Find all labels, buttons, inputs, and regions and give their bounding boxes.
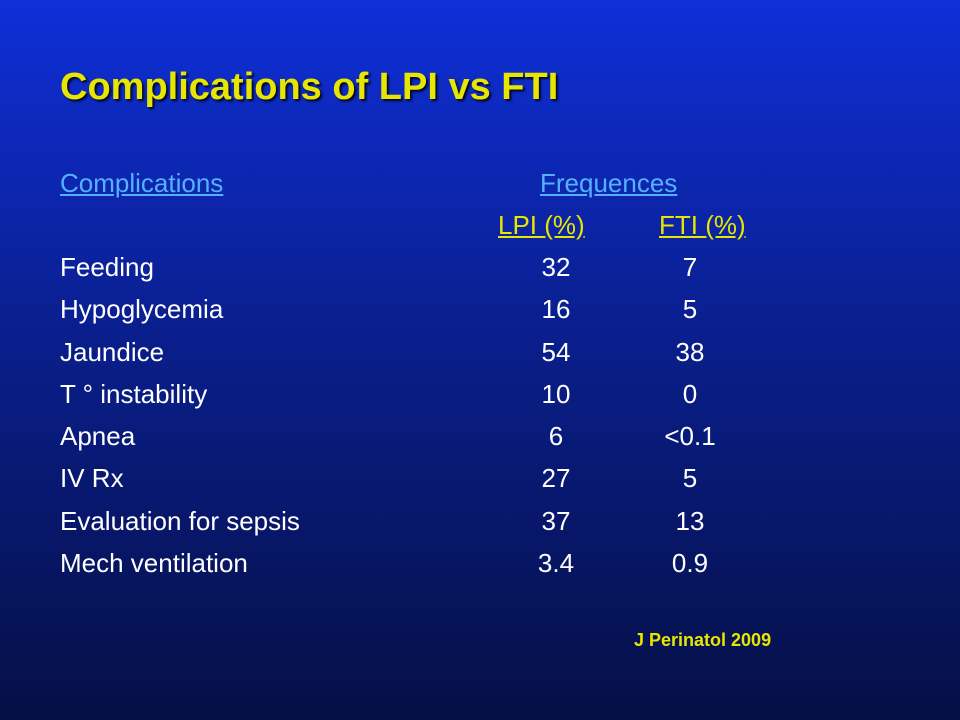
complication-label: Hypoglycemia (60, 294, 224, 325)
table-row (0, 548, 960, 590)
lpi-value: 3.4 (537, 548, 575, 579)
complications-table (0, 252, 960, 590)
table-row (0, 294, 960, 336)
table-row (0, 337, 960, 379)
table-row (0, 463, 960, 505)
lpi-value: 37 (541, 505, 571, 536)
fti-value: 7 (682, 252, 698, 282)
complication-label: T ° instability (60, 378, 208, 409)
complication-label: Apnea (60, 421, 136, 452)
table-row (0, 421, 960, 463)
lpi-value: 54 (541, 336, 571, 367)
lpi-value: 16 (541, 294, 571, 325)
fti-value: <0.1 (664, 421, 716, 452)
citation: J Perinatol 2009 (634, 630, 772, 650)
lpi-value: 6 (548, 421, 564, 452)
complication-label: Mech ventilation (60, 548, 248, 579)
complication-label: IV Rx (60, 463, 124, 494)
fti-value: 13 (675, 505, 705, 536)
table-row (0, 506, 960, 548)
complications-header: Complications (60, 168, 224, 198)
complication-label: Evaluation for sepsis (60, 505, 300, 536)
fti-value: 5 (682, 294, 698, 325)
fti-value: 5 (682, 463, 698, 494)
lpi-value: 10 (541, 378, 571, 409)
table-row (0, 252, 960, 294)
lpi-header: LPI (%) (498, 210, 585, 240)
slide-title: Complications of LPI vs FTI (60, 66, 559, 108)
fti-value: 38 (675, 336, 705, 367)
lpi-value: 32 (541, 252, 571, 282)
fti-value: 0 (682, 378, 698, 409)
complication-label: Jaundice (60, 336, 165, 367)
table-row (0, 379, 960, 421)
fti-header: FTI (%) (659, 210, 746, 240)
frequences-header: Frequences (540, 168, 678, 198)
complication-label: Feeding (60, 252, 154, 282)
fti-value: 0.9 (671, 548, 709, 579)
lpi-value: 27 (541, 463, 571, 494)
